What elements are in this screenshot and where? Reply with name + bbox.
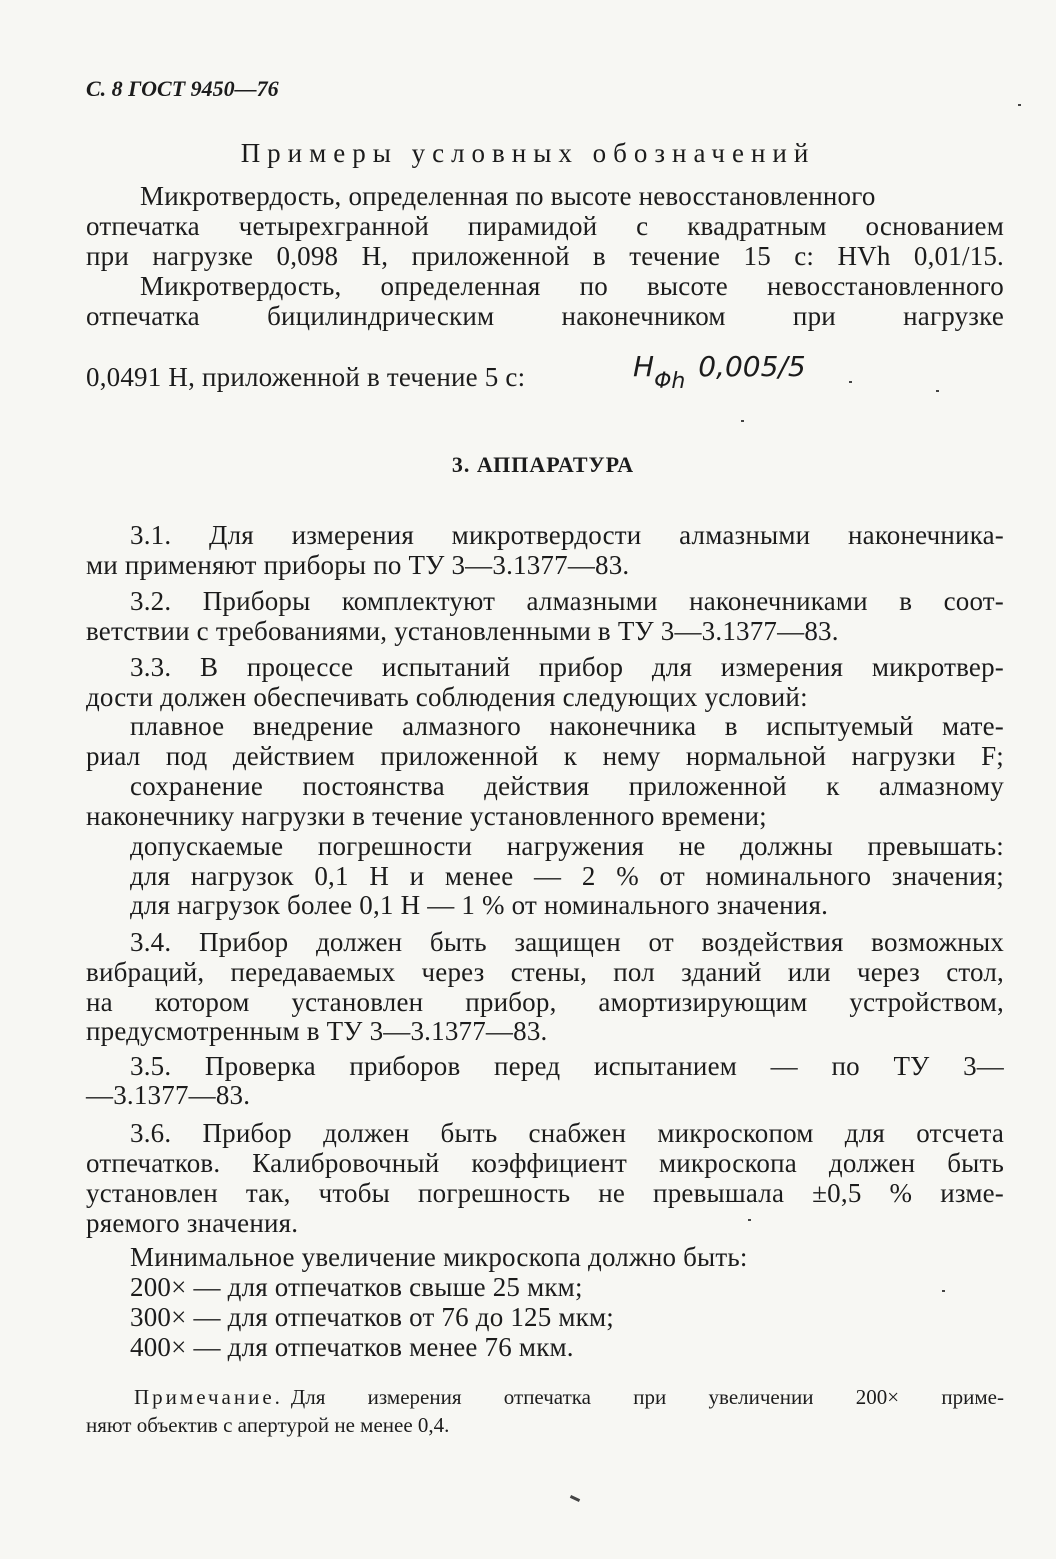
scan-speck (849, 381, 852, 383)
para-3-1-line-1: 3.1. Для измерения микротвердости алмазными наконечника- (130, 520, 1004, 550)
formula-symbol: H (633, 350, 655, 383)
para-3-6-line-1: 3.6. Прибор должен быть снабжен микроскопом для отсчета (130, 1118, 1004, 1148)
note-line-1 (134, 1383, 1004, 1411)
para-3-3-line-5: сохранение постоянства действия приложенной к алмазному (130, 771, 1004, 801)
para-3-3-line-3: плавное внедрение алмазного наконечника в испытуемый мате- (130, 711, 1004, 741)
para-3-4-line-3: на котором установлен прибор, амортизирующим устройством, (86, 987, 1004, 1017)
para-3-1-line-2: ми применяют приборы по ТУ 3—3.1377—83. (86, 550, 630, 580)
examples-line-2: отпечатка четырехгранной пирамидой с квадратным основанием (86, 211, 1004, 241)
para-3-3-line-4: риал под действием приложенной к нему нормальной нагрузки F; (86, 741, 1004, 771)
note-label: Примечание. (134, 1385, 283, 1409)
examples-title: Примеры условных обозначений (240, 138, 816, 168)
para-3-3-line-1: 3.3. В процессе испытаний прибор для измерения микротвер- (130, 652, 1004, 682)
scan-speck (748, 1219, 751, 1221)
examples-line-6: 0,0491 Н, приложенной в течение 5 с: (86, 362, 526, 392)
section-heading: 3. АППАРАТУРА (451, 452, 635, 477)
para-3-4-line-1: 3.4. Прибор должен быть защищен от воздействия возможных (130, 927, 1004, 957)
para-3-5-line-1: 3.5. Проверка приборов перед испытанием — по ТУ 3— (130, 1051, 1004, 1081)
note-text-1: Для измерения отпечатка при увеличении 200× приме- (290, 1385, 1004, 1409)
para-3-6-line-3: установлен так, чтобы погрешность не превышала ±0,5 % изме- (86, 1178, 1004, 1208)
formula-subscript: Φh (654, 369, 686, 394)
magnification-intro: Минимальное увеличение микроскопа должно быть: (130, 1242, 748, 1272)
para-3-5-line-2: —3.1377—83. (86, 1080, 251, 1110)
hardness-formula (633, 350, 806, 394)
examples-line-5: отпечатка бицилиндрическим наконечником при нагрузке (86, 301, 1004, 331)
magnification-item-2: 300× — для отпечатков от 76 до 125 мкм; (130, 1302, 614, 1332)
para-3-2-line-1: 3.2. Приборы комплектуют алмазными наконечниками в соот- (130, 586, 1004, 616)
para-3-3-line-9: для нагрузок более 0,1 Н — 1 % от номинального значения. (130, 890, 829, 920)
para-3-4-line-4: предусмотренным в ТУ 3—3.1377—83. (86, 1016, 548, 1046)
magnification-item-1: 200× — для отпечатков свыше 25 мкм; (130, 1272, 583, 1302)
para-3-3-line-2: дости должен обеспечивать соблюдения следующих условий: (86, 682, 808, 712)
para-3-4-line-2: вибраций, передаваемых через стены, пол зданий или через стол, (86, 957, 1004, 987)
scan-speck (570, 1495, 580, 1502)
scan-speck (1018, 104, 1021, 106)
examples-line-4: Микротвердость, определенная по высоте невосстановленного (140, 271, 1004, 301)
para-3-3-line-8: для нагрузок 0,1 Н и менее — 2 % от номинального значения; (130, 861, 1004, 891)
para-3-2-line-2: ветствии с требованиями, установленными в ТУ 3—3.1377—83. (86, 616, 839, 646)
para-3-3-line-6: наконечнику нагрузки в течение установленного времени; (86, 801, 767, 831)
para-3-6-line-4: ряемого значения. (86, 1208, 299, 1238)
scan-speck (942, 1290, 945, 1292)
scan-speck (741, 420, 744, 422)
para-3-6-line-2: отпечатков. Калибровочный коэффициент микроскопа должен быть (86, 1148, 1004, 1178)
para-3-3-line-7: допускаемые погрешности нагружения не должны превышать: (130, 831, 1004, 861)
magnification-item-3: 400× — для отпечатков менее 76 мкм. (130, 1332, 574, 1362)
scan-speck (936, 390, 939, 392)
page-header: С. 8 ГОСТ 9450—76 (86, 76, 279, 101)
examples-line-3: при нагрузке 0,098 Н, приложенной в течение 15 с: HVh 0,01/15. (86, 241, 1004, 271)
formula-value: 0,005/5 (698, 350, 806, 383)
examples-line-1: Микротвердость, определенная по высоте невосстановленного (140, 181, 876, 211)
note-line-2: няют объектив с апертурой не менее 0,4. (86, 1413, 450, 1437)
